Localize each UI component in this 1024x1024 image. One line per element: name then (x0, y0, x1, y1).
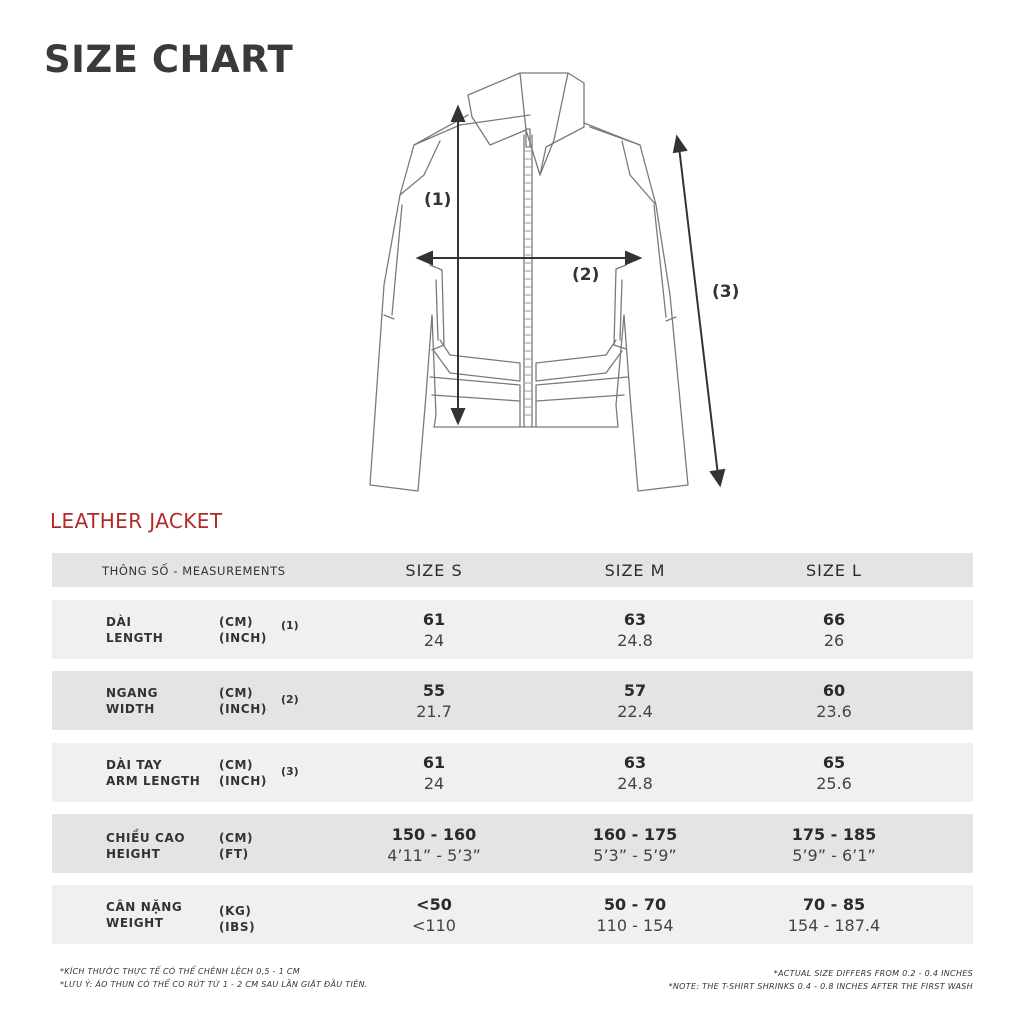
cell-size-l: 60 23.6 (816, 681, 852, 721)
cell-size-m: 160 - 175 5’3” - 5’9” (592, 825, 678, 865)
row-unit-primary: (CM) (219, 686, 254, 700)
row-unit-secondary: (INCH) (219, 702, 267, 716)
notes-vietnamese (60, 965, 368, 991)
row-unit-secondary: (INCH) (219, 631, 267, 645)
row-label-vi: DÀI (106, 615, 132, 629)
cell-size-s: 61 24 (422, 610, 446, 650)
row-label-vi: NGANG (106, 686, 159, 700)
cell-size-m: 63 24.8 (617, 610, 653, 650)
row-label-en: WIDTH (106, 702, 155, 716)
row-unit-secondary: (IBS) (219, 920, 256, 934)
cell-size-s: 61 24 (422, 753, 446, 793)
row-label-vi: CHIỀU CAO (106, 831, 186, 845)
table-header (52, 553, 973, 587)
jacket-drawing (340, 55, 760, 505)
cell-size-s: 150 - 160 4’11” - 5’3” (387, 825, 481, 865)
row-unit-secondary: (INCH) (219, 774, 267, 788)
size-table (52, 553, 973, 935)
cell-size-l: 175 - 185 5’9” - 6’1” (791, 825, 877, 865)
notes-english (669, 967, 973, 993)
row-reference: (1) (281, 619, 299, 632)
header-size-l: SIZE L (806, 561, 862, 580)
row-unit-secondary: (FT) (219, 847, 249, 861)
row-unit-primary: (CM) (219, 615, 254, 629)
row-label-en: HEIGHT (106, 847, 161, 861)
cell-size-s: 55 21.7 (416, 681, 452, 721)
row-unit-primary: (CM) (219, 831, 254, 845)
row-reference: (2) (281, 693, 299, 706)
cell-size-m: 50 - 70 110 - 154 (596, 895, 674, 935)
cell-size-l: 66 26 (822, 610, 846, 650)
table-row (52, 885, 973, 944)
row-unit-primary: (CM) (219, 758, 254, 772)
note-line: *NOTE: THE T-SHIRT SHRINKS 0.4 - 0.8 INCHES AFTER THE FIRST WASH (668, 982, 973, 991)
cell-size-s: <50 <110 (412, 895, 456, 935)
table-row (52, 814, 973, 873)
page-title: SIZE CHART (44, 38, 294, 81)
dimension-label-3: (3) (712, 282, 740, 302)
cell-size-m: 63 24.8 (617, 753, 653, 793)
row-label-en: WEIGHT (106, 916, 164, 930)
table-row (52, 600, 973, 659)
header-size-s: SIZE S (405, 561, 463, 580)
table-row (52, 671, 973, 730)
note-line: *LƯU Ý: ÁO THUN CÓ THỂ CO RÚT TỪ 1 - 2 CM SAU LẦN GIẶT ĐẦU TIÊN. (60, 980, 368, 989)
cell-size-l: 70 - 85 154 - 187.4 (787, 895, 881, 935)
row-label-en: LENGTH (106, 631, 164, 645)
row-label-en: ARM LENGTH (106, 774, 201, 788)
dimension-label-1: (1) (424, 190, 452, 210)
note-line: *ACTUAL SIZE DIFFERS FROM 0.2 - 0.4 INCHES (773, 969, 973, 978)
row-unit-primary: (KG) (219, 904, 252, 918)
header-measurements: THÔNG SỐ - MEASUREMENTS (102, 564, 286, 578)
table-row (52, 743, 973, 802)
jacket-illustration (340, 55, 760, 505)
product-name: LEATHER JACKET (50, 509, 223, 533)
note-line: *KÍCH THƯỚC THỰC TẾ CÓ THỂ CHÊNH LỆCH 0,5 - 1 CM (60, 967, 301, 976)
row-label-vi: DÀI TAY (106, 758, 163, 772)
row-label-vi: CÂN NẶNG (106, 900, 183, 914)
dimension-label-2: (2) (572, 265, 600, 285)
cell-size-l: 65 25.6 (816, 753, 852, 793)
row-reference: (3) (281, 765, 299, 778)
header-size-m: SIZE M (604, 561, 666, 580)
cell-size-m: 57 22.4 (617, 681, 653, 721)
